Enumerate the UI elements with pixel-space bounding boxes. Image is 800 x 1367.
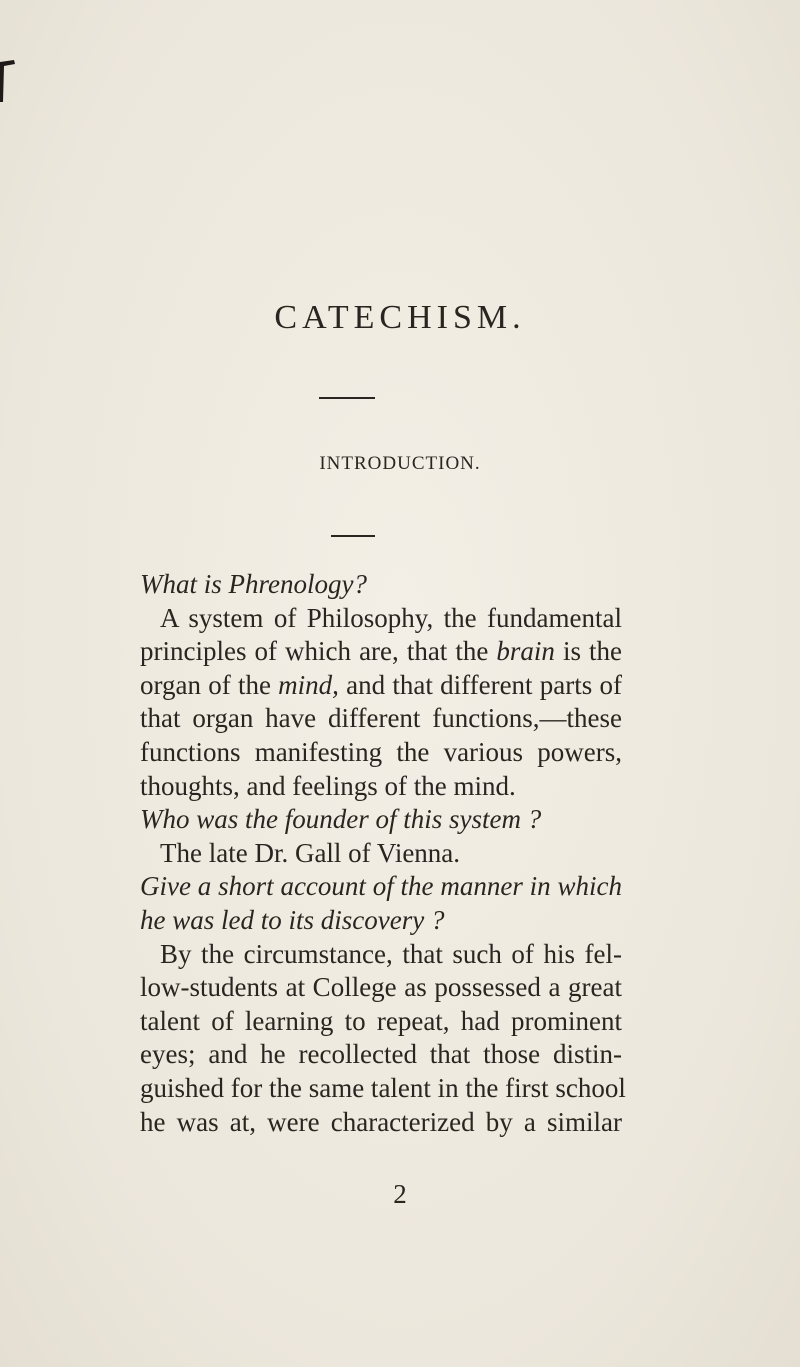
answer-3-line-2: low-students at College as possessed a great	[140, 972, 622, 1003]
question-1: What is Phrenology?	[140, 569, 367, 599]
answer-3-line-1: By the circumstance, that such of his fel-	[160, 938, 622, 969]
answer-1-text: is the	[554, 636, 622, 667]
answer-3-line-5: guished for the same talent in the first school	[140, 1072, 626, 1103]
question-3-line-2: he was led to its discovery ?	[140, 904, 445, 935]
question-3-line-1: Give a short account of the manner in which	[140, 871, 622, 902]
answer-2: The late Dr. Gall of Vienna.	[160, 837, 461, 868]
answer-1-line-3	[140, 669, 622, 703]
answer-1-line-2	[140, 635, 622, 669]
section-heading: INTRODUCTION.	[319, 453, 481, 474]
answer-1-text: organ of the	[140, 669, 279, 700]
answer-1-line-1: A system of Philosophy, the fundamental	[160, 602, 622, 633]
page-number: 2	[393, 1179, 407, 1209]
answer-1-text: and that different parts of	[338, 669, 622, 700]
answer-1-line-4: that organ have different functions,—these	[140, 703, 622, 734]
divider-top	[319, 397, 375, 399]
page-edge-mark	[0, 60, 16, 102]
question-2: Who was the founder of this system ?	[140, 804, 542, 835]
divider-bottom	[331, 535, 375, 537]
answer-3-line-4: eyes; and he recollected that those distin-	[140, 1039, 622, 1070]
emphasis-mind: mind,	[278, 669, 339, 700]
answer-3-line-6: he was at, were characterized by a similar	[140, 1106, 622, 1137]
answer-1-line-6: thoughts, and feelings of the mind.	[140, 770, 516, 801]
answer-1-line-5: functions manifesting the various powers,	[140, 736, 622, 767]
emphasis-brain: brain	[496, 636, 555, 667]
answer-1-text: principles of which are, that the	[140, 636, 497, 667]
page-title: CATECHISM.	[274, 299, 526, 336]
answer-3-line-3: talent of learning to repeat, had prominent	[140, 1005, 622, 1036]
body-text	[140, 568, 626, 1139]
